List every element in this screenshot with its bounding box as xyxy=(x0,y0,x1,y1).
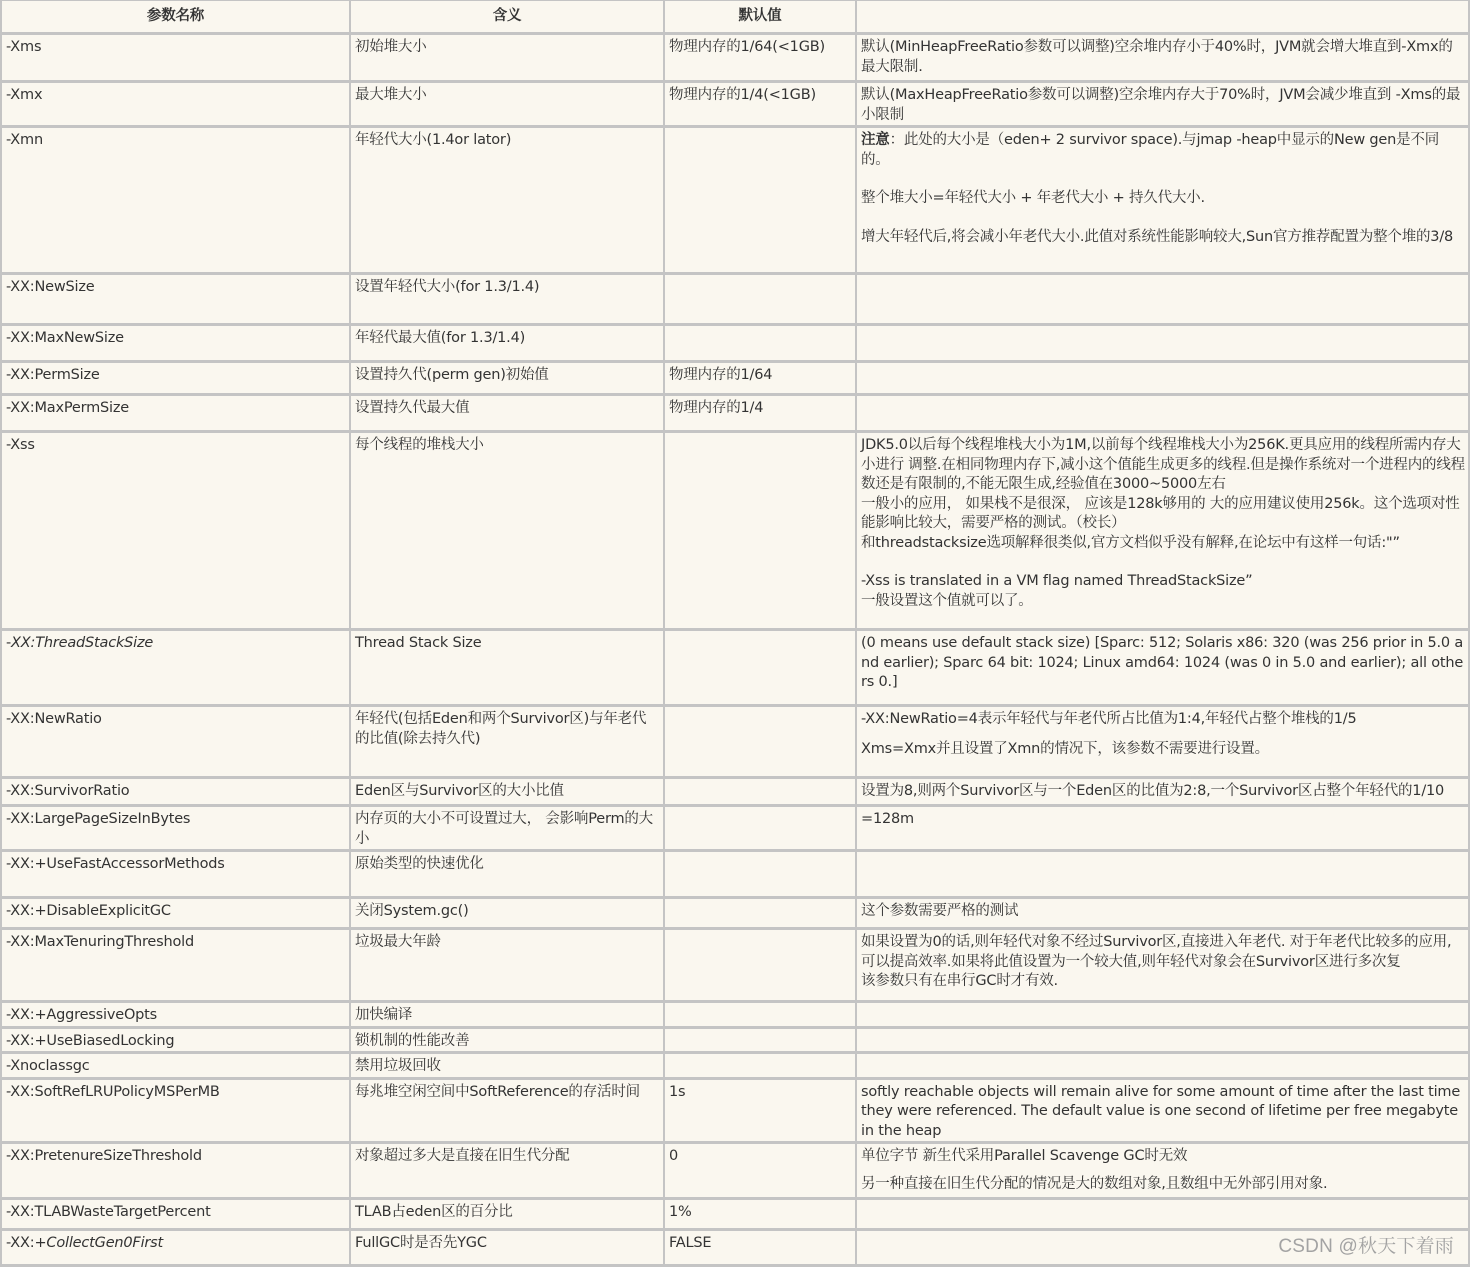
description-text: 该参数只有在串行GC时才有效. xyxy=(861,973,1058,989)
param-default: 物理内存的1/64 xyxy=(665,363,857,396)
description-text: -XX:NewRatio=4表示年轻代与年老代所占比值为1:4,年轻代占整个堆栈的1/5 xyxy=(861,711,1357,727)
param-name: -XX:TLABWasteTargetPercent xyxy=(2,1200,351,1231)
param-name: -XX:PretenureSizeThreshold xyxy=(2,1144,351,1200)
table-row xyxy=(2,1200,1470,1231)
param-meaning: Thread Stack Size xyxy=(351,631,665,707)
header-default: 默认值 xyxy=(665,0,857,35)
param-meaning: 原始类型的快速优化 xyxy=(351,852,665,899)
param-description xyxy=(857,707,1470,779)
param-name: -Xms xyxy=(2,35,351,83)
param-name: -XX:SoftRefLRUPolicyMSPerMB xyxy=(2,1080,351,1145)
param-description xyxy=(857,1003,1470,1029)
param-description xyxy=(857,433,1470,631)
param-meaning: 锁机制的性能改善 xyxy=(351,1029,665,1055)
param-default xyxy=(665,899,857,930)
param-default xyxy=(665,707,857,779)
param-default xyxy=(665,807,857,852)
param-name: -XX:+UseFastAccessorMethods xyxy=(2,852,351,899)
table-row xyxy=(2,363,1470,396)
param-name: -Xmx xyxy=(2,83,351,128)
table-row xyxy=(2,707,1470,779)
table-row xyxy=(2,779,1470,807)
description-text: JDK5.0以后每个线程堆栈大小为1M,以前每个线程堆栈大小为256K.更具应用的线程所需内存大小进行 调整.在相同物理内存下,减小这个值能生成更多的线程.但是操作系统对一个进程内的线程数还是有限制的,不能无限生成,经验值在3000~5000左右 xyxy=(861,437,1465,492)
description-text: 注意：此处的大小是（eden+ 2 survivor space).与jmap -heap中显示的New gen是不同的。 xyxy=(861,132,1440,168)
description-text: Xms=Xmx并且设置了Xmn的情况下，该参数不需要进行设置。 xyxy=(861,740,1269,757)
header-param-name: 参数名称 xyxy=(2,0,351,35)
description-text: -Xss is translated in a VM flag named ThreadStackSize” xyxy=(861,573,1253,589)
table-row xyxy=(2,35,1470,83)
param-name: -XX:+UseBiasedLocking xyxy=(2,1029,351,1055)
param-meaning: 对象超过多大是直接在旧生代分配 xyxy=(351,1144,665,1200)
table-row xyxy=(2,807,1470,852)
param-description xyxy=(857,852,1470,899)
param-default: FALSE xyxy=(665,1231,857,1267)
param-name: -XX:MaxPermSize xyxy=(2,396,351,433)
description-text: softly reachable objects will remain alive for some amount of time after the last time they were referenced. The default value is one second of lifetime per free megabyte in the heap xyxy=(861,1083,1461,1139)
param-description xyxy=(857,396,1470,433)
param-description xyxy=(857,35,1470,83)
table-row xyxy=(2,930,1470,1003)
table-row xyxy=(2,631,1470,707)
param-meaning: 内存页的大小不可设置过大， 会影响Perm的大小 xyxy=(351,807,665,852)
note-label: 注意 xyxy=(861,132,890,148)
param-default: 物理内存的1/4(<1GB) xyxy=(665,83,857,128)
param-meaning: 每个线程的堆栈大小 xyxy=(351,433,665,631)
table-row xyxy=(2,396,1470,433)
description-text: (0 means use default stack size) [Sparc: 512; Solaris x86: 320 (was 256 prior in 5.0 and earlier); Sparc 64 bit: 1024; Linux amd64: 1024 (was 0 in 5.0 and earlier); all others 0.] xyxy=(861,635,1464,690)
param-default xyxy=(665,275,857,326)
table-row xyxy=(2,1080,1470,1145)
param-default xyxy=(665,433,857,631)
description-text: =128m xyxy=(861,811,914,827)
table-row xyxy=(2,326,1470,363)
description-text: 默认(MinHeapFreeRatio参数可以调整)空余堆内存小于40%时，JVM就会增大堆直到-Xmx的最大限制. xyxy=(861,39,1453,75)
param-description xyxy=(857,1080,1470,1145)
description-text: 和threadstacksize选项解释很类似,官方文档似乎没有解释,在论坛中有这样一句话:"” xyxy=(861,534,1400,551)
param-default xyxy=(665,1003,857,1029)
description-text: 如果设置为0的话,则年轻代对象不经过Survivor区,直接进入年老代. 对于年老代比较多的应用,可以提高效率.如果将此值设置为一个较大值,则年轻代对象会在Survivor区进行多次复 xyxy=(861,934,1452,970)
table-row xyxy=(2,852,1470,899)
param-name: -XX:SurvivorRatio xyxy=(2,779,351,807)
description-text: 一般小的应用， 如果栈不是很深， 应该是128k够用的 大的应用建议使用256k。这个选项对性能影响比较大，需要严格的测试。（校长） xyxy=(861,495,1460,531)
param-description xyxy=(857,1054,1470,1080)
param-description xyxy=(857,930,1470,1003)
param-meaning: 年轻代最大值(for 1.3/1.4) xyxy=(351,326,665,363)
param-description xyxy=(857,1200,1470,1231)
param-meaning: 加快编译 xyxy=(351,1003,665,1029)
param-default: 物理内存的1/64(<1GB) xyxy=(665,35,857,83)
param-name: -XX:+DisableExplicitGC xyxy=(2,899,351,930)
description-text: 单位字节 新生代采用Parallel Scavenge GC时无效 xyxy=(861,1148,1188,1164)
param-meaning: 最大堆大小 xyxy=(351,83,665,128)
table-row xyxy=(2,1144,1470,1200)
param-name: -XX:MaxTenuringThreshold xyxy=(2,930,351,1003)
description-text: 一般设置这个值就可以了。 xyxy=(861,592,1033,609)
param-name: -XX:ThreadStackSize xyxy=(2,631,351,707)
param-description xyxy=(857,363,1470,396)
param-default xyxy=(665,930,857,1003)
param-description xyxy=(857,275,1470,326)
param-default xyxy=(665,779,857,807)
header-meaning: 含义 xyxy=(351,0,665,35)
param-name: -XX:+CollectGen0First xyxy=(2,1231,351,1267)
param-meaning: TLAB占eden区的百分比 xyxy=(351,1200,665,1231)
table-row xyxy=(2,128,1470,275)
param-meaning: 每兆堆空闲空间中SoftReference的存活时间 xyxy=(351,1080,665,1145)
param-meaning: 年轻代(包括Eden和两个Survivor区)与年老代的比值(除去持久代) xyxy=(351,707,665,779)
table-row xyxy=(2,433,1470,631)
description-text: 整个堆大小=年轻代大小 + 年老代大小 + 持久代大小. xyxy=(861,190,1205,206)
param-default: 1s xyxy=(665,1080,857,1145)
param-name: -Xss xyxy=(2,433,351,631)
param-default xyxy=(665,1029,857,1055)
param-description xyxy=(857,899,1470,930)
param-default xyxy=(665,852,857,899)
param-meaning: 禁用垃圾回收 xyxy=(351,1054,665,1080)
table-row xyxy=(2,1003,1470,1029)
param-meaning: 关闭System.gc() xyxy=(351,899,665,930)
param-default xyxy=(665,1054,857,1080)
param-default: 物理内存的1/4 xyxy=(665,396,857,433)
description-text: 这个参数需要严格的测试 xyxy=(861,903,1019,919)
param-description xyxy=(857,326,1470,363)
param-description xyxy=(857,779,1470,807)
header-description xyxy=(857,0,1470,35)
param-name: -XX:LargePageSizeInBytes xyxy=(2,807,351,852)
table-row xyxy=(2,1054,1470,1080)
table-row xyxy=(2,275,1470,326)
param-description xyxy=(857,807,1470,852)
param-meaning: 设置持久代最大值 xyxy=(351,396,665,433)
param-default: 0 xyxy=(665,1144,857,1200)
param-description xyxy=(857,631,1470,707)
param-meaning: Eden区与Survivor区的大小比值 xyxy=(351,779,665,807)
csdn-watermark: CSDN @秋天下着雨 xyxy=(1278,1236,1454,1257)
description-text: 默认(MaxHeapFreeRatio参数可以调整)空余堆内存大于70%时，JVM会减少堆直到 -Xms的最小限制 xyxy=(861,87,1461,123)
param-name: -Xnoclassgc xyxy=(2,1054,351,1080)
param-meaning: 年轻代大小(1.4or lator) xyxy=(351,128,665,275)
description-text: 设置为8,则两个Survivor区与一个Eden区的比值为2:8,一个Survivor区占整个年轻代的1/10 xyxy=(861,783,1445,799)
param-description xyxy=(857,128,1470,275)
param-default xyxy=(665,128,857,275)
param-meaning: 垃圾最大年龄 xyxy=(351,930,665,1003)
table-row xyxy=(2,83,1470,128)
param-default xyxy=(665,326,857,363)
table-row xyxy=(2,1231,1470,1267)
param-meaning: 初始堆大小 xyxy=(351,35,665,83)
table-row xyxy=(2,1029,1470,1055)
param-meaning: 设置持久代(perm gen)初始值 xyxy=(351,363,665,396)
param-name: -XX:+AggressiveOpts xyxy=(2,1003,351,1029)
table-header-row xyxy=(2,0,1470,35)
param-meaning: FullGC时是否先YGC xyxy=(351,1231,665,1267)
description-text: 增大年轻代后,将会减小年老代大小.此值对系统性能影响较大,Sun官方推荐配置为整个堆的3/8 xyxy=(861,228,1454,245)
param-name: -XX:NewRatio xyxy=(2,707,351,779)
param-name: -Xmn xyxy=(2,128,351,275)
param-default: 1% xyxy=(665,1200,857,1231)
param-description xyxy=(857,1144,1470,1200)
param-default xyxy=(665,631,857,707)
description-text: 另一种直接在旧生代分配的情况是大的数组对象,且数组中无外部引用对象. xyxy=(861,1175,1328,1192)
param-name: -XX:NewSize xyxy=(2,275,351,326)
param-name: -XX:PermSize xyxy=(2,363,351,396)
param-description xyxy=(857,83,1470,128)
table-row xyxy=(2,899,1470,930)
param-meaning: 设置年轻代大小(for 1.3/1.4) xyxy=(351,275,665,326)
param-name: -XX:MaxNewSize xyxy=(2,326,351,363)
param-description xyxy=(857,1029,1470,1055)
